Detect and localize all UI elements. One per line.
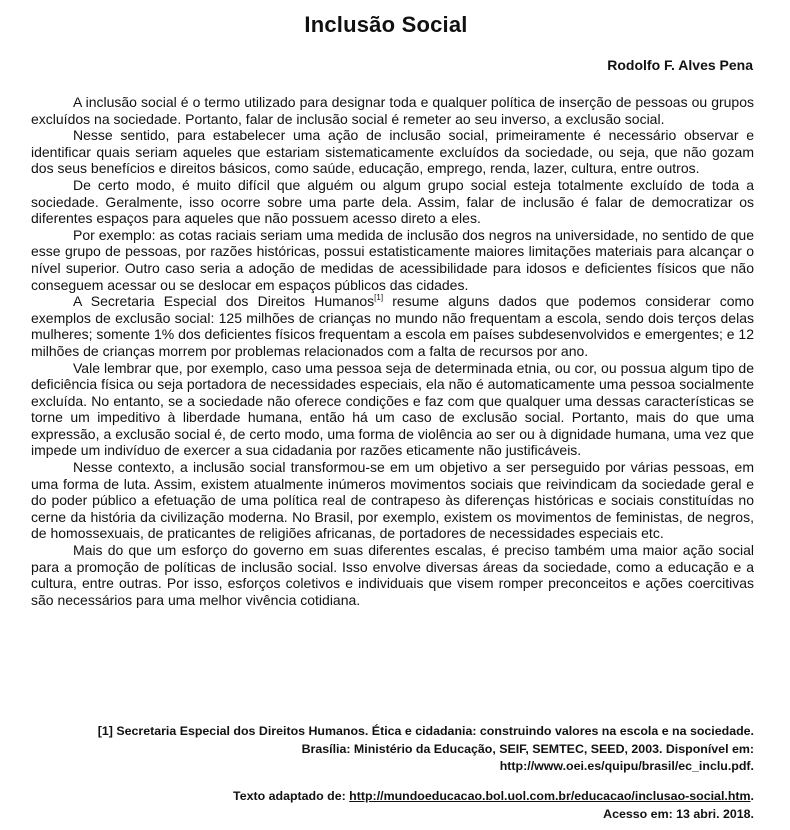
author-name: Rodolfo F. Alves Pena — [607, 57, 753, 73]
source-link[interactable]: http://mundoeducacao.bol.uol.com.br/educacao/inclusao-social.htm — [349, 789, 751, 803]
access-date: Acesso em: 13 abri. 2018. — [603, 806, 754, 821]
paragraph-5-start: A Secretaria Especial dos Direitos Humanos — [73, 293, 375, 310]
footnote-line-2: Brasília: Ministério da Educação, SEIF, SEMTEC, SEED, 2003. Disponível em: — [301, 741, 754, 756]
source-prefix: Texto adaptado de: — [233, 789, 350, 803]
article-body — [31, 94, 754, 608]
source-citation — [14, 788, 754, 823]
document-title: Inclusão Social — [304, 12, 468, 37]
source-suffix: . — [750, 789, 754, 803]
paragraph-7: Nesse contexto, a inclusão social transformou-se em um objetivo a ser perseguido por várias pessoas, em uma forma de luta. Assim, existem atualmente inúmeros movimentos sociais que reivindicam da sociedade geral e do poder público a efetuação de uma política real de contrapeso às diferenças históricas e sociais constituídas no cerne da história da civilização moderna. No Brasil, por exemplo, existem os movimentos de feministas, de negros, de homossexuais, de praticantes de religiões africanas, de portadores de necessidades especiais etc. — [31, 459, 754, 542]
paragraph-5 — [31, 293, 754, 359]
source-line — [14, 788, 754, 806]
paragraph-5-rest: resume alguns dados que podemos considerar como exemplos de exclusão social: 125 milhões de crianças no mundo não frequentam a escola, sendo dois terços delas mulheres; somente 1% dos deficientes físicos frequentam a escola em países subdesenvolvidos e emergentes; e 12 milhões de crianças morrem por problemas relacionados com a falta de recursos por ano. — [31, 293, 754, 359]
footnote — [14, 723, 754, 776]
paragraph-1: A inclusão social é o termo utilizado para designar toda e qualquer política de inserção de pessoas ou grupos excluídos na sociedade. Portanto, falar de inclusão social é remeter ao seu inverso, a exclusão social. — [31, 94, 754, 127]
paragraph-6: Vale lembrar que, por exemplo, caso uma pessoa seja de determinada etnia, ou cor, ou possua algum tipo de deficiência física ou seja portadora de necessidades especiais, ela não é automaticamente uma pessoa socialmente excluída. No entanto, se a sociedade não oferece condições e faz com que qualquer uma dessas características se torne um impeditivo à liberdade humana, então há um caso de exclusão social. Portanto, mais do que uma expressão, a exclusão social é, de certo modo, uma forma de violência ao ser ou à dignidade humana, uma vez que impede um indivíduo de exercer a sua cidadania por razões eticamente não justificáveis. — [31, 359, 754, 459]
paragraph-3: De certo modo, é muito difícil que alguém ou algum grupo social esteja totalmente excluído de toda a sociedade. Geralmente, isso ocorre sobre uma parte dela. Assim, falar de inclusão é falar de democratizar os diferentes espaços para aqueles que não possuem acesso direto a eles. — [31, 176, 754, 227]
paragraph-4: Por exemplo: as cotas raciais seriam uma medida de inclusão dos negros na universidade, no sentido de que esse grupo de pessoas, por razões históricas, possui estatisticamente maiores limitações materiais para alcançar o nível superior. Outro caso seria a adoção de medidas de acessibilidade para idosos e deficientes físicos que não conseguem acessar ou se deslocar em espaços públicos das cidades. — [31, 226, 754, 293]
footnote-line-3[interactable]: http://www.oei.es/quipu/brasil/ec_inclu.pdf. — [499, 759, 754, 773]
footnote-reference[interactable]: [1] — [374, 293, 384, 303]
paragraph-8: Mais do que um esforço do governo em suas diferentes escalas, é preciso também uma maior ação social para a promoção de políticas de inclusão social. Isso envolve diversas áreas da sociedade, como a educação e a cultura, entre outras. Por isso, esforços coletivos e individuais que visem romper preconceitos e ações coercitivas são necessários para uma melhor vivência cotidiana. — [31, 542, 754, 608]
paragraph-2: Nesse sentido, para estabelecer uma ação de inclusão social, primeiramente é necessário observar e identificar quais seriam aqueles que estariam sistematicamente excluídos da sociedade, ou seja, que não gozam dos seus benefícios e direitos básicos, como saúde, educação, emprego, renda, lazer, cultura, entre outros. — [31, 127, 754, 177]
footnote-line-1: [1] Secretaria Especial dos Direitos Humanos. Ética e cidadania: construindo valores na escola e na sociedade. — [97, 724, 754, 738]
